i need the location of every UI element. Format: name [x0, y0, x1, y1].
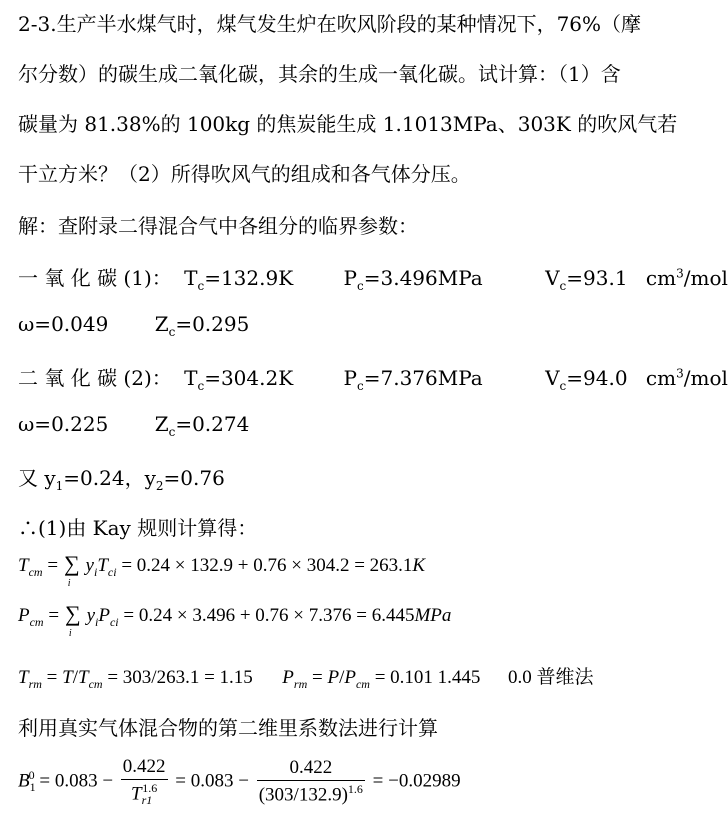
- frac2-numerator: 0.422: [257, 757, 365, 781]
- co-pc: =3.496MPa: [363, 266, 483, 290]
- co2-vc-unit: cm: [645, 366, 677, 390]
- co2-vc-per: /mol: [683, 366, 728, 390]
- trm-value: = 303/263.1 = 1.15: [107, 667, 253, 688]
- sum-symbol: ∑ i: [64, 601, 81, 639]
- co-vc-unit: cm: [645, 266, 677, 290]
- y1-value: =0.24，y: [63, 466, 156, 490]
- mole-fractions: 又 $y_1=0.24$，$y_2=0.76$: [18, 466, 225, 493]
- pcm-unit: MPa: [414, 605, 452, 626]
- co2-vc: =94.0: [566, 366, 628, 390]
- fraction-1: $\frac{0.422}{T_{r1}^{1.6}}$: [122, 756, 166, 808]
- co-omega: ω=0.049: [18, 312, 109, 336]
- fraction-2: [257, 757, 365, 806]
- tcm-unit: K: [412, 555, 426, 576]
- equation-b1: $B_1^0 = 0.083$ − $\frac{0.422}{T_{r1}^{1.6}}$ = 0.083 − $\frac{0.422}{(303/132.9)^{1.6}}$ = −0.02989: [18, 756, 461, 808]
- tcm-rhs: = 0.24 × 132.9 + 0.76 × 304.2 = 263.1: [121, 555, 413, 576]
- kay-rule-line: ∴(1)由 Kay 规则计算得：: [18, 516, 258, 540]
- y-prefix: 又 y: [18, 466, 56, 490]
- frac2-exponent: 1.6: [347, 782, 363, 797]
- co-name: 一 氧 化 碳 (1)：: [18, 266, 172, 290]
- b1-mid: = 0.083 −: [175, 770, 249, 792]
- reduced-tail: 0.0 普维法: [507, 667, 594, 688]
- co-zc: =0.295: [175, 312, 250, 336]
- co2-tc: =304.2K: [204, 366, 294, 390]
- co2-pc: =7.376MPa: [363, 366, 483, 390]
- equation-tcm: $T_{cm}$ = ∑ i $y_iT_{ci} = 0.24 \times 132.9 + 0.76 \times 304.2 = 263.1K$: [18, 551, 426, 589]
- co-tc: =132.9K: [204, 266, 294, 290]
- co2-name: 二 氧 化 碳 (2)：: [18, 366, 172, 390]
- co-vc-per: /mol: [683, 266, 728, 290]
- co-critical-params: 一 氧 化 碳 (1)： $T_c=132.9K$ $P_c=3.496MPa$ $V_c=93.1$ $cm^3$/mol: [18, 266, 728, 293]
- problem-line-2: 尔分数）的碳生成二氧化碳，其余的生成一氧化碳。试计算：（1）含: [18, 62, 621, 86]
- frac1-numerator: 0.422: [121, 756, 168, 780]
- co2-omega: ω=0.225: [18, 412, 109, 436]
- problem-line-3: 碳量为 81.38%的 100kg 的焦炭能生成 1.1013MPa、303K 的吹风气若: [18, 112, 678, 136]
- co-vc: =93.1: [566, 266, 628, 290]
- sum-symbol: ∑ i: [63, 551, 80, 589]
- virial-method-line: 利用真实气体混合物的第二维里系数法进行计算: [18, 716, 438, 740]
- solution-intro: 解：查附录二得混合气中各组分的临界参数：: [18, 214, 418, 238]
- prm-value: = 0.101 1.445: [374, 667, 481, 688]
- co-omega-zc: ω=0.049 $Z_c=0.295$: [18, 312, 250, 339]
- equation-reduced: $T_{rm} = T/T_{cm} = 303/263.1 = 1.15$ $P_{rm} = P/P_{cm} = 0.101$ 1.445 0.0 普维法: [18, 667, 594, 691]
- frac2-denominator: (303/132.9): [258, 784, 348, 806]
- problem-line-4: 干立方米？（2）所得吹风气的组成和各气体分压。: [18, 162, 471, 186]
- co2-vc-exp: 3: [676, 366, 684, 381]
- pcm-rhs: = 0.24 × 3.496 + 0.76 × 7.376 = 6.445: [123, 605, 415, 626]
- y2-value: =0.76: [163, 466, 225, 490]
- b1-result: = −0.02989: [372, 770, 461, 792]
- co-vc-exp: 3: [676, 266, 684, 281]
- co2-critical-params: 二 氧 化 碳 (2)： $T_c=304.2K$ $P_c=7.376MPa$ $V_c=94.0$ $cm^3$/mol: [18, 366, 728, 393]
- co2-omega-zc: ω=0.225 $Z_c=0.274$: [18, 412, 250, 439]
- b1-lhs: = 0.083 −: [39, 770, 114, 792]
- problem-line-1: 2-3.生产半水煤气时，煤气发生炉在吹风阶段的某种情况下，76%（摩: [18, 12, 642, 36]
- co2-zc: =0.274: [175, 412, 250, 436]
- equation-pcm: $P_{cm}$ = ∑ i $y_iP_{ci} = 0.24 \times 3.496 + 0.76 \times 7.376 = 6.445MPa$: [18, 601, 452, 639]
